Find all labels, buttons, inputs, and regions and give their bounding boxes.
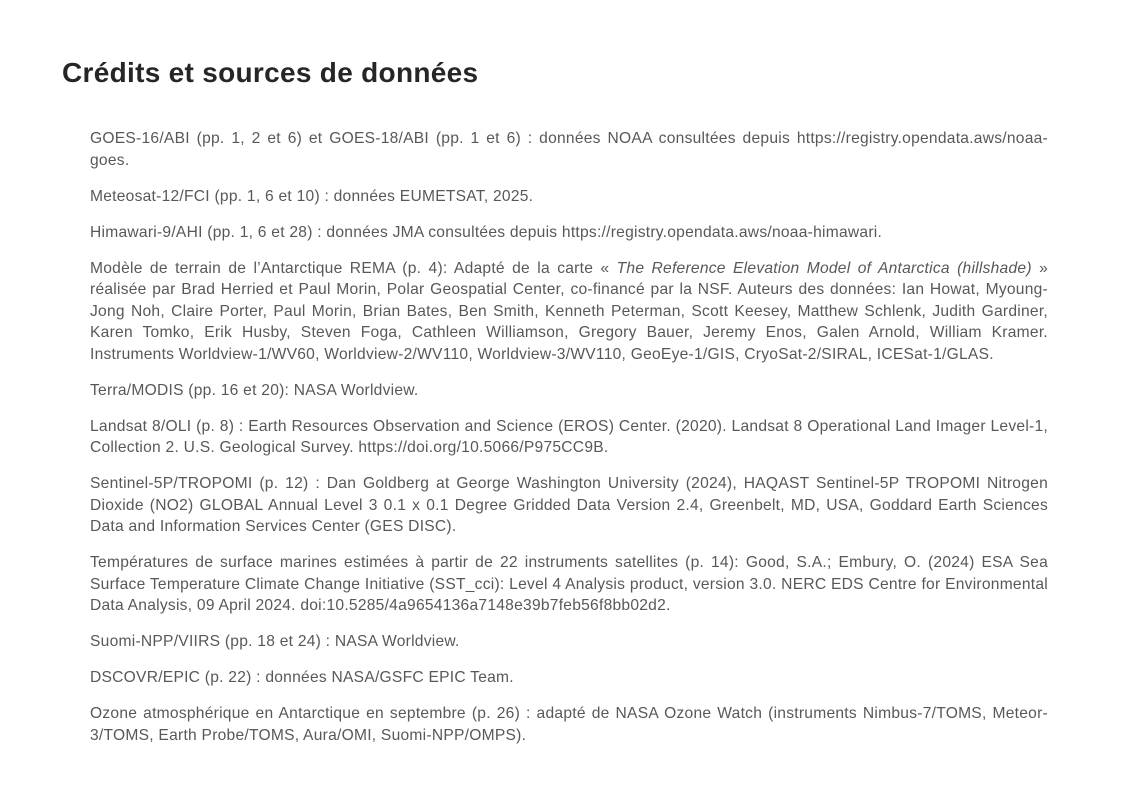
credit-text: DSCOVR/EPIC (p. 22) : données NASA/GSFC EPIC Team. bbox=[90, 669, 514, 686]
credit-text: Ozone atmosphérique en Antarctique en septembre (p. 26) : adapté de NASA Ozone Watch (instruments Nimbus-7/TOMS, Meteor-3/TOMS, Earth Probe/TOMS, Aura/OMI, Suomi-NPP/OMPS). bbox=[90, 705, 1048, 744]
credit-text: Suomi-NPP/VIIRS (pp. 18 et 24) : NASA Worldview. bbox=[90, 633, 460, 650]
credit-text: Températures de surface marines estimées à partir de 22 instruments satellites (p. 14): Good, S.A.; Embury, O. (2024) ESA Sea Surface Temperature Climate Change Initiative (SST_cci): Level 4 Analysis product, version 3.0. NERC EDS Centre for Environmental Data Analysis, 09 April 2024. doi:10.5285/4a9654136a7148e39b7feb56f8bb02d2. bbox=[90, 554, 1048, 614]
credit-paragraph bbox=[90, 631, 1048, 653]
credit-paragraph bbox=[90, 667, 1048, 689]
credit-paragraph bbox=[90, 222, 1048, 244]
credit-paragraph bbox=[90, 380, 1048, 402]
credits-list bbox=[90, 128, 1048, 746]
credit-text: GOES-16/ABI (pp. 1, 2 et 6) et GOES-18/ABI (pp. 1 et 6) : données NOAA consultées depuis https://registry.opendata.aws/noaa-goes. bbox=[90, 130, 1048, 169]
credit-text: Himawari-9/AHI (pp. 1, 6 et 28) : données JMA consultées depuis https://registry.opendata.aws/noaa-himawari. bbox=[90, 223, 883, 241]
credit-text: Terra/MODIS (pp. 16 et 20): NASA Worldview. bbox=[90, 381, 419, 399]
credit-paragraph bbox=[90, 552, 1048, 617]
page-title: Crédits et sources de données bbox=[62, 57, 479, 88]
credit-text: Sentinel-5P/TROPOMI (p. 12) : Dan Goldberg at George Washington University (2024), HAQAST Sentinel-5P TROPOMI Nitrogen Dioxide (NO2) GLOBAL Annual Level 3 0.1 x 0.1 Degree Gridded Data Version 2.4, Greenbelt, MD, USA, Goddard Earth Sciences Data and Information Services Center (GES DISC). bbox=[90, 475, 1048, 535]
credit-text: » réalisée par Brad Herried et Paul Morin, Polar Geospatial Center, co-financé par la NSF. Auteurs des données: Ian Howat, Myoung-Jong Noh, Claire Porter, Paul Morin, Brian Bates, Ben Smith, Kenneth Peterman, Scott Keesey, Matthew Schlenk, Judith Gardiner, Karen Tomko, Erik Husby, Steven Foga, Cathleen Williamson, Gregory Bauer, Jeremy Enos, Galen Arnold, William Kramer. Instruments Worldview-1/WV60, Worldview-2/WV110, Worldview-3/WV110, GeoEye-1/GIS, CryoSat-2/SIRAL, ICESat-1/GLAS. bbox=[90, 259, 1048, 363]
credit-text: Landsat 8/OLI (p. 8) : Earth Resources Observation and Science (EROS) Center. (2020). Landsat 8 Operational Land Imager Level-1, Collection 2. U.S. Geological Survey. https://doi.org/10.5066/P975CC9B. bbox=[90, 417, 1048, 456]
credit-text: Meteosat-12/FCI (pp. 1, 6 et 10) : données EUMETSAT, 2025. bbox=[90, 187, 534, 205]
credit-paragraph bbox=[90, 258, 1048, 366]
credit-text-italic: The Reference Elevation Model of Antarctica (hillshade) bbox=[616, 259, 1032, 277]
credit-paragraph bbox=[90, 186, 1048, 208]
credit-paragraph bbox=[90, 128, 1048, 171]
credit-paragraph bbox=[90, 416, 1048, 459]
credit-paragraph bbox=[90, 473, 1048, 538]
credit-text: Modèle de terrain de l’Antarctique REMA (p. 4): Adapté de la carte « bbox=[90, 259, 617, 277]
credit-paragraph bbox=[90, 703, 1048, 746]
